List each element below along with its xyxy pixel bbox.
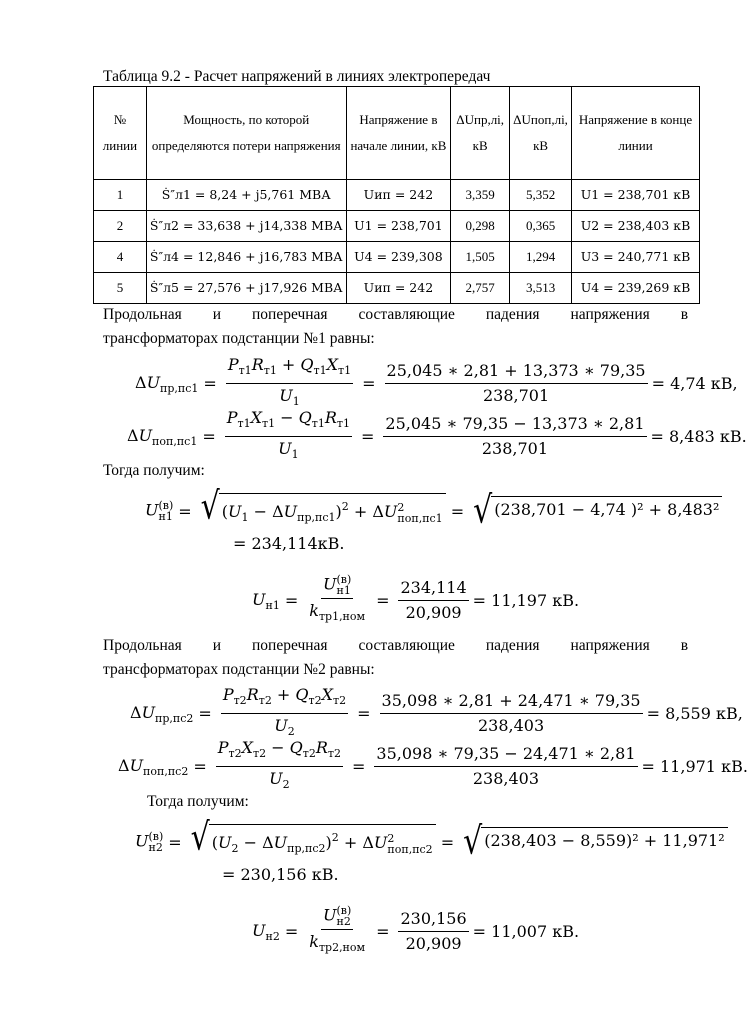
formula-du-trans-ps2: $\Delta U_{поп,пс2}$ = $\frac{P_{т2}X_{т2} - Q_{т2}R_{т2}}{U_2}$ = $\frac{35,098 ∗ 79,35 - 24,471 ∗ 2,81}{238,403}$ = 11,971 кВ.	[118, 738, 748, 791]
text-then-1: Тогда получим:	[103, 462, 205, 479]
table-row	[94, 242, 700, 273]
cell-voltage-end: U2 = 238,403 кВ	[572, 211, 700, 242]
ps1-un-numerator: 234,114	[398, 578, 468, 601]
header-voltage-end: Напряжение в конце линии	[572, 87, 700, 180]
ps2-sqrt-numbers: (238,403 − 8,559)² + 11,971²	[481, 827, 727, 857]
header-du-longitudinal: ΔUпр,лi, кВ	[451, 87, 510, 180]
cell-du-transverse: 3,513	[510, 273, 572, 304]
formula-u-hv-ps2: U (в) н2 = √ $(U_2 - \Delta U_{пр,пс2})^2 + \Delta U$ 2 поп,пс2 = √ (238,403 − 8,559)² + 11,971²	[135, 824, 728, 860]
cell-line-number: 2	[94, 211, 147, 242]
formula-u-hv-ps1: U (в) н1 = √ $(U_1 - \Delta U_{пр,пс1})^2 + \Delta U$ 2 поп,пс1 = √ (238,701 − 4,74 )² + 8,483²	[145, 493, 722, 529]
ps1-un-result: = 11,197 кВ.	[472, 591, 580, 610]
cell-voltage-end: U1 = 238,701 кВ	[572, 180, 700, 211]
ps1-trans-denominator: 238,701	[481, 439, 549, 458]
cell-power: Ṡ″л1 = 8,24 + j5,761 МВА	[146, 180, 346, 211]
table-row	[94, 180, 700, 211]
formula-du-long-ps2: $\Delta U_{пр,пс2}$ = $\frac{P_{т2}R_{т2} + Q_{т2}X_{т2}}{U_2}$ = $\frac{35,098 ∗ 2,81 + 24,471 ∗ 79,35}{238,403}$ = 8,559 кВ,	[130, 685, 743, 738]
cell-du-transverse: 1,294	[510, 242, 572, 273]
cell-du-transverse: 0,365	[510, 211, 572, 242]
ps2-long-denominator: 238,403	[477, 716, 545, 735]
ps2-long-result: = 8,559 кВ,	[646, 704, 743, 723]
cell-line-number: 4	[94, 242, 147, 273]
cell-voltage-start: U1 = 238,701	[346, 211, 451, 242]
paragraph-substation2-line2: трансформаторах подстанции №2 равны:	[103, 661, 375, 678]
ps1-u-result: = 234,114кВ.	[233, 534, 345, 553]
cell-voltage-start: Uип = 242	[346, 273, 451, 304]
ps2-un-result: = 11,007 кВ.	[472, 922, 580, 941]
ps2-trans-denominator: 238,403	[472, 769, 540, 788]
header-du-transverse: ΔUпоп,лi, кВ	[510, 87, 572, 180]
cell-voltage-start: Uип = 242	[346, 180, 451, 211]
table-header-row	[94, 87, 700, 180]
cell-voltage-end: U4 = 239,269 кВ	[572, 273, 700, 304]
cell-voltage-start: U4 = 239,308	[346, 242, 451, 273]
table-caption: Таблица 9.2 - Расчет напряжений в линиях электропередач	[103, 68, 491, 85]
ps2-un-denominator: 20,909	[405, 934, 462, 953]
ps1-long-numerator: 25,045 ∗ 2,81 + 13,373 ∗ 79,35	[385, 361, 648, 384]
cell-line-number: 1	[94, 180, 147, 211]
formula-un2: $U_{н2}$ = U (в) н2 $k_{тр2,ном}$ = $\frac{230,156}{20,909}$ = 11,007 кВ.	[252, 904, 580, 954]
ps1-trans-result: = 8,483 кВ.	[650, 427, 747, 446]
cell-power: Ṡ″л5 = 27,576 + j17,926 МВА	[146, 273, 346, 304]
paragraph-substation1-line1: Продольная и поперечная составляющие падения напряжения в	[103, 306, 689, 323]
voltage-table	[93, 86, 700, 304]
cell-du-longitudinal: 0,298	[451, 211, 510, 242]
cell-du-transverse: 5,352	[510, 180, 572, 211]
ps2-trans-result: = 11,971 кВ.	[641, 757, 748, 776]
ps1-sqrt-numbers: (238,701 − 4,74 )² + 8,483²	[491, 496, 722, 526]
text-then-2: Тогда получим:	[147, 793, 249, 810]
cell-voltage-end: U3 = 240,771 кВ	[572, 242, 700, 273]
cell-power: Ṡ″л4 = 12,846 + j16,783 МВА	[146, 242, 346, 273]
paragraph-substation1-line2: трансформаторах подстанции №1 равны:	[103, 330, 375, 347]
cell-line-number: 5	[94, 273, 147, 304]
formula-un1: $U_{н1}$ = U (в) н1 $k_{тр1,ном}$ = $\frac{234,114}{20,909}$ = 11,197 кВ.	[252, 573, 580, 623]
ps2-trans-numerator: 35,098 ∗ 79,35 − 24,471 ∗ 2,81	[374, 744, 637, 767]
formula-du-trans-ps1: $\Delta U_{поп,пс1}$ = $\frac{P_{т1}X_{т1} - Q_{т1}R_{т1}}{U_1}$ = $\frac{25,045 ∗ 79,35 - 13,373 ∗ 2,81}{238,701}$ = 8,483 кВ.	[127, 408, 747, 461]
paragraph-substation2-line1: Продольная и поперечная составляющие падения напряжения в	[103, 637, 689, 654]
cell-du-longitudinal: 1,505	[451, 242, 510, 273]
cell-du-longitudinal: 3,359	[451, 180, 510, 211]
ps2-un-numerator: 230,156	[398, 909, 468, 932]
cell-du-longitudinal: 2,757	[451, 273, 510, 304]
ps2-long-numerator: 35,098 ∗ 2,81 + 24,471 ∗ 79,35	[380, 691, 643, 714]
ps2-u-result: = 230,156 кВ.	[222, 865, 339, 884]
ps1-long-result: = 4,74 кВ,	[651, 374, 738, 393]
table-row	[94, 273, 700, 304]
header-voltage-start: Напряжение в начале линии, кВ	[346, 87, 451, 180]
ps1-un-denominator: 20,909	[405, 603, 462, 622]
table-row	[94, 211, 700, 242]
ps1-trans-numerator: 25,045 ∗ 79,35 − 13,373 ∗ 2,81	[383, 414, 646, 437]
formula-du-long-ps1: $\Delta U_{пр,пс1}$ = $\frac{P_{т1}R_{т1} + Q_{т1}X_{т1}}{U_1}$ = $\frac{25,045 ∗ 2,81 + 13,373 ∗ 79,35}{238,701}$ = 4,74 кВ,	[135, 355, 738, 408]
ps1-long-denominator: 238,701	[482, 386, 550, 405]
header-line-number: № линии	[94, 87, 147, 180]
cell-power: Ṡ″л2 = 33,638 + j14,338 МВА	[146, 211, 346, 242]
header-power: Мощность, по которой определяются потери напряжения	[146, 87, 346, 180]
